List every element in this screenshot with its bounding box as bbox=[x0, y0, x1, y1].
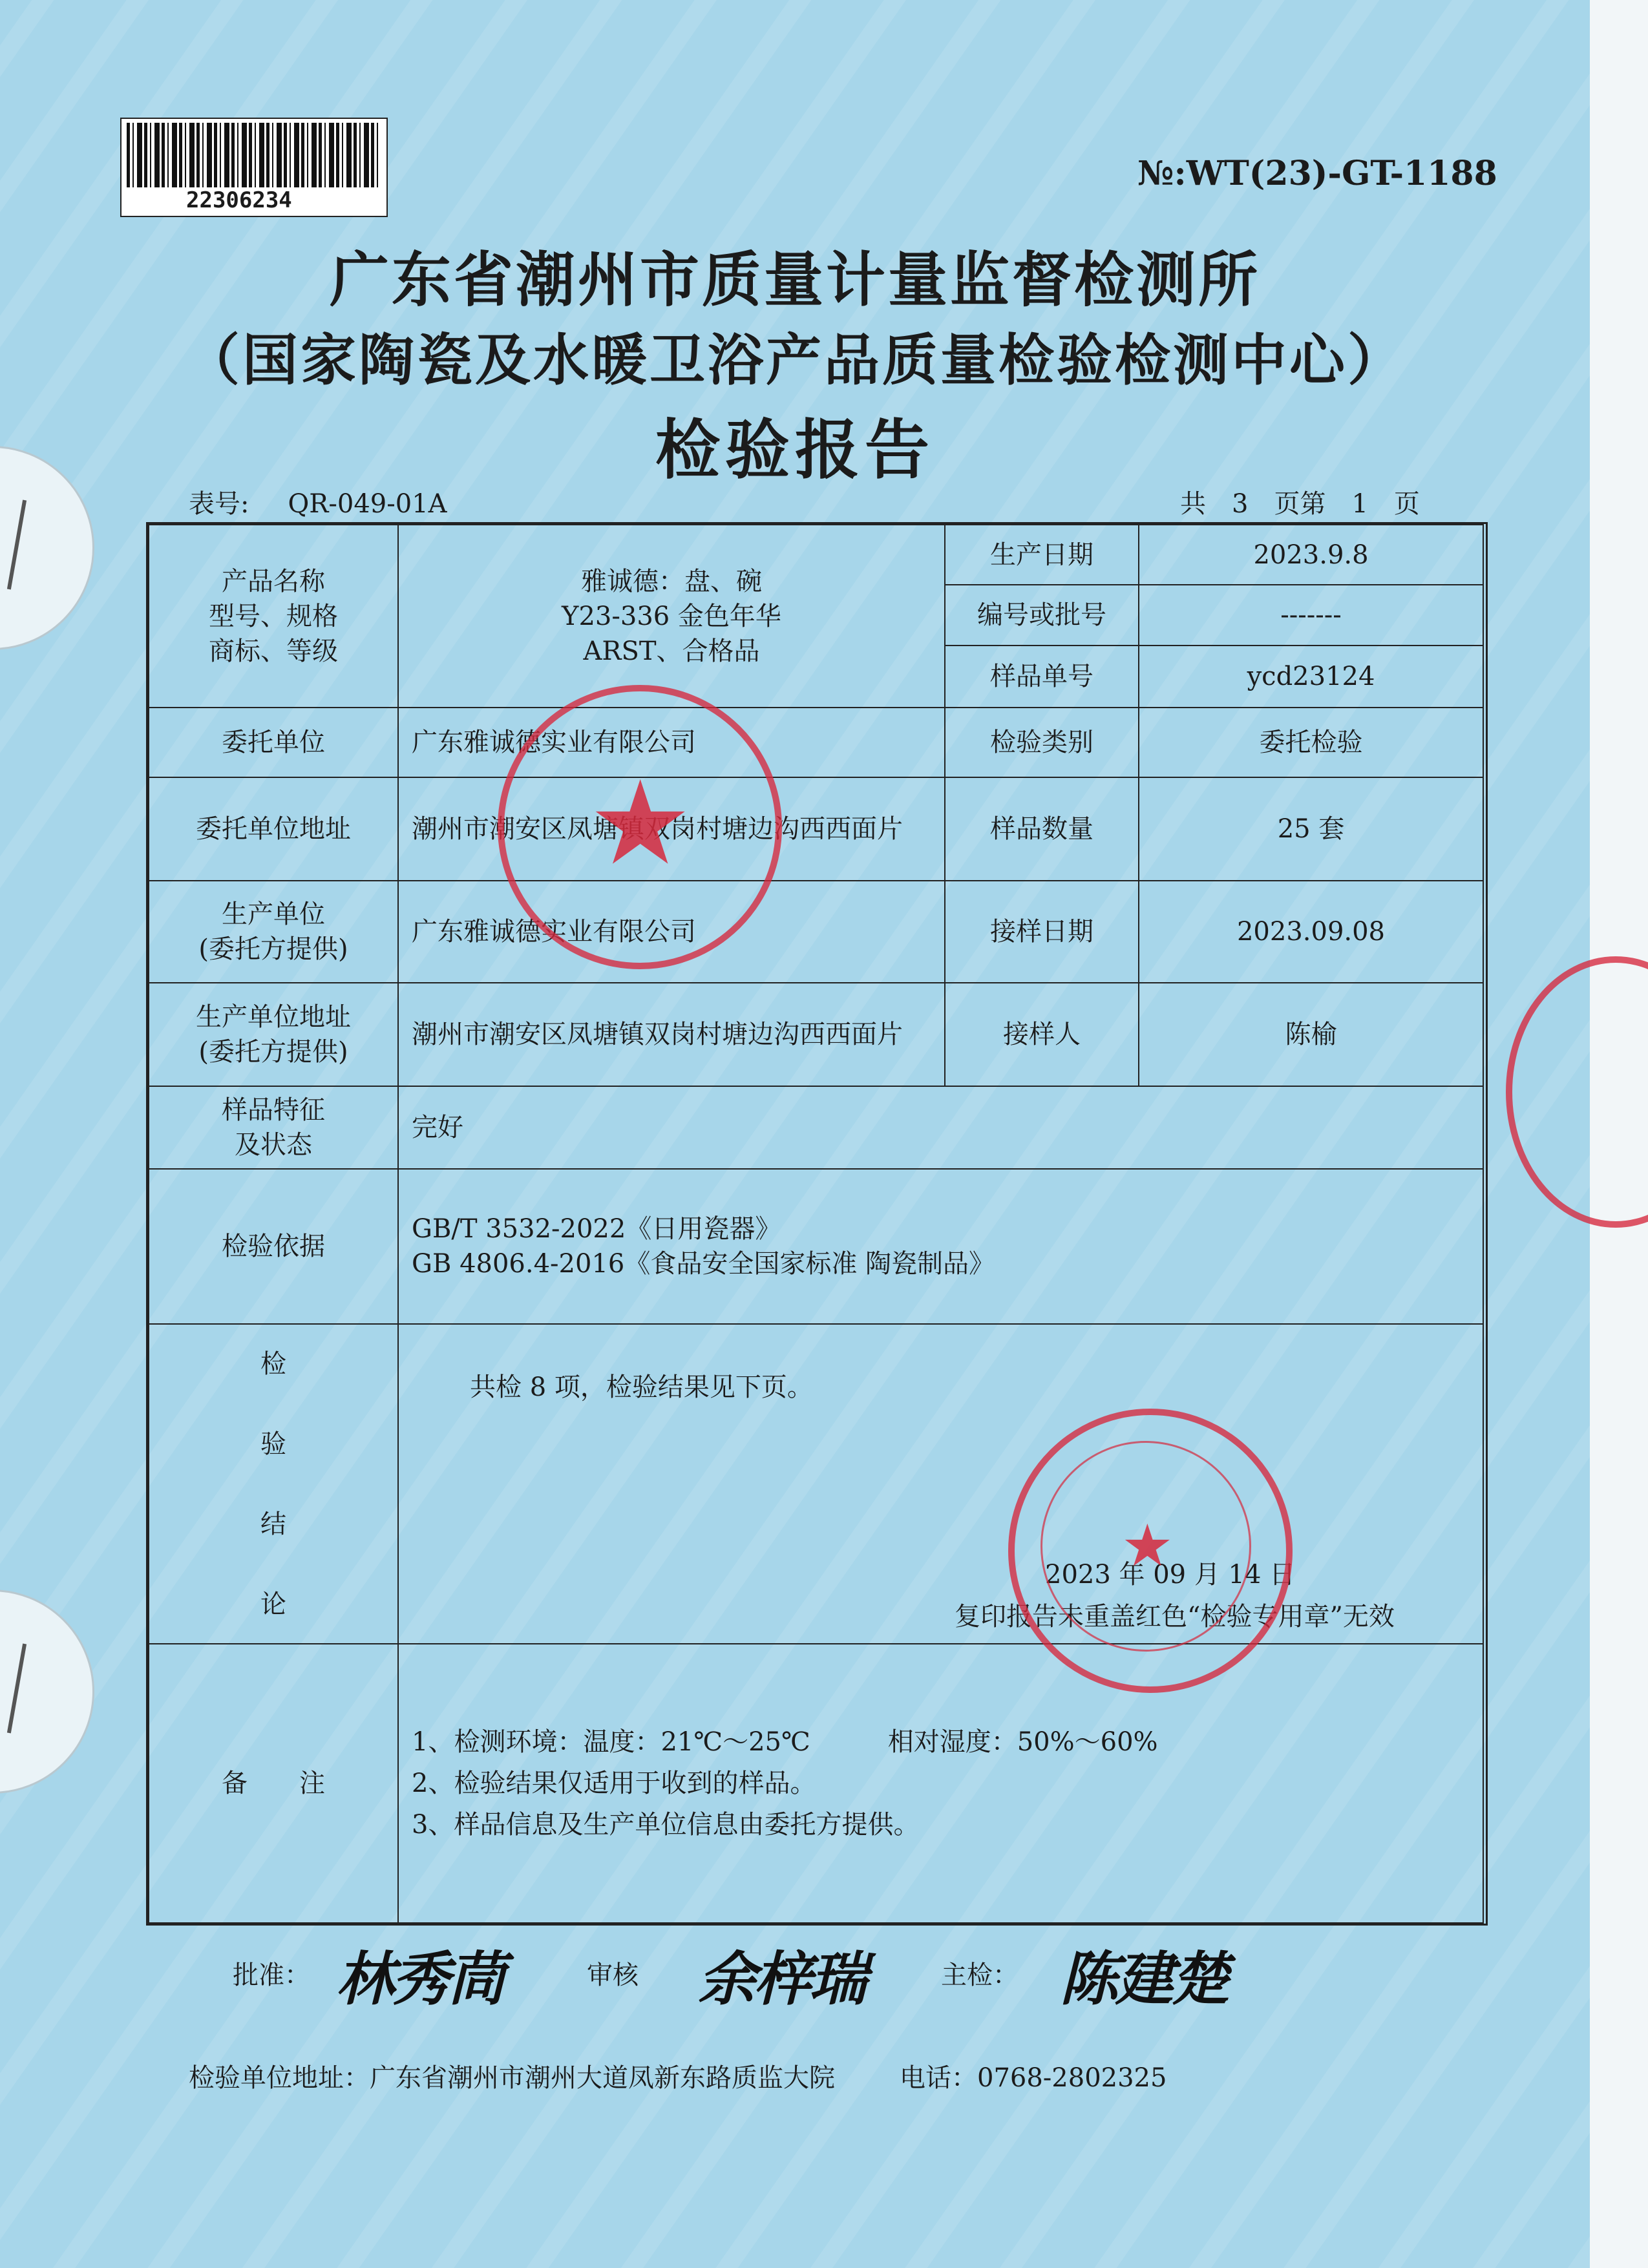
receiver-value: 陈榆 bbox=[1138, 982, 1484, 1087]
conclusion-cell bbox=[397, 1323, 1484, 1644]
producer-label-cell bbox=[148, 880, 399, 983]
institute-title: 广东省潮州市质量计量监督检测所 bbox=[329, 245, 1260, 315]
producer-address-label: 生产单位地址 bbox=[196, 1002, 351, 1032]
batch-label: 编号或批号 bbox=[944, 584, 1139, 646]
barcode bbox=[120, 118, 388, 217]
receive-date-value: 2023.09.08 bbox=[1138, 880, 1484, 983]
receive-date-label: 接样日期 bbox=[944, 880, 1139, 983]
approve-label: 批准： bbox=[233, 1960, 310, 1990]
remark-environment: 1、检测环境：温度：21℃～25℃ 相对湿度：50%～60% bbox=[412, 1727, 1158, 1757]
client-address-value: 潮州市潮安区凤塘镇双岗村塘边沟西西面片 bbox=[397, 777, 945, 881]
condition-value: 完好 bbox=[397, 1086, 1484, 1170]
conclusion-label-cell bbox=[148, 1323, 399, 1644]
conclusion-label-char: 结 bbox=[260, 1509, 286, 1539]
conclusion-text: 共检 8 项，检验结果见下页。 bbox=[470, 1372, 813, 1402]
sample-qty-value: 25 套 bbox=[1138, 777, 1484, 881]
approve-signature: 林秀茼 bbox=[336, 1945, 503, 2013]
inspection-type-label: 检验类别 bbox=[944, 707, 1139, 778]
product-name-value: 雅诚德：盘、碗 bbox=[581, 566, 762, 596]
condition-label: 样品特征 bbox=[222, 1095, 325, 1125]
conclusion-label-char: 检 bbox=[260, 1349, 286, 1379]
product-value-cell bbox=[397, 524, 945, 708]
producer-address-label-note: (委托方提供) bbox=[198, 1037, 348, 1067]
remarks-cell bbox=[397, 1643, 1484, 1924]
producer-label-note: (委托方提供) bbox=[198, 934, 348, 964]
form-number-value: QR-049-01A bbox=[288, 489, 447, 519]
receiver-label: 接样人 bbox=[944, 982, 1139, 1087]
scan-margin bbox=[1590, 0, 1648, 2268]
client-label: 委托单位 bbox=[148, 707, 399, 778]
prod-date-label: 生产日期 bbox=[944, 524, 1139, 585]
conclusion-date: 2023 年 09 月 14 日 bbox=[1045, 1560, 1296, 1590]
producer-value: 广东雅诚德实业有限公司 bbox=[397, 880, 945, 983]
conclusion-note: 复印报告未重盖红色“检验专用章”无效 bbox=[955, 1602, 1395, 1632]
barcode-number: 22306234 bbox=[184, 187, 380, 213]
footer-address: 检验单位地址：广东省潮州市潮州大道凤新东路质监大院 bbox=[189, 2063, 835, 2093]
brand-grade-label: 商标、等级 bbox=[209, 636, 338, 666]
report-number: №:WT(23)-GT-1188 bbox=[1137, 154, 1497, 193]
model-value: Y23-336 金色年华 bbox=[562, 601, 781, 631]
remark-source: 3、样品信息及生产单位信息由委托方提供。 bbox=[412, 1810, 920, 1840]
remark-applicability: 2、检验结果仅适用于收到的样品。 bbox=[412, 1769, 816, 1798]
review-label: 审核 bbox=[587, 1960, 639, 1990]
sample-no-label: 样品单号 bbox=[944, 645, 1139, 708]
basis-value-cell bbox=[397, 1168, 1484, 1325]
stamp-star-icon: ★ bbox=[1121, 1512, 1174, 1580]
batch-value: ------- bbox=[1138, 584, 1484, 646]
producer-address-value: 潮州市潮安区凤塘镇双岗村塘边沟西西面片 bbox=[397, 982, 945, 1087]
basis-standard-2: GB 4806.4-2016《食品安全国家标准 陶瓷制品》 bbox=[412, 1249, 995, 1279]
center-subtitle: （国家陶瓷及水暖卫浴产品质量检验检测中心） bbox=[184, 328, 1406, 393]
brand-grade-value: ARST、合格品 bbox=[583, 636, 760, 666]
form-number bbox=[189, 483, 447, 520]
sample-no-value: ycd23124 bbox=[1138, 645, 1484, 708]
conclusion-label-char: 论 bbox=[260, 1589, 286, 1619]
product-name-label: 产品名称 bbox=[222, 566, 325, 596]
sample-qty-label: 样品数量 bbox=[944, 777, 1139, 881]
page-info: 共 3 页第 1 页 bbox=[1180, 489, 1420, 519]
footer bbox=[189, 2057, 1167, 2094]
inspector-label: 主检： bbox=[941, 1960, 1019, 1990]
producer-address-label-cell bbox=[148, 982, 399, 1087]
inspector-signature: 陈建楚 bbox=[1060, 1945, 1227, 2013]
product-label-cell bbox=[148, 524, 399, 708]
report-title: 检验报告 bbox=[655, 412, 935, 488]
footer-phone: 电话：0768-2802325 bbox=[900, 2063, 1167, 2093]
basis-standard-1: GB/T 3532-2022《日用瓷器》 bbox=[412, 1214, 781, 1244]
remarks-label: 备 注 bbox=[148, 1643, 399, 1924]
condition-label-cell bbox=[148, 1086, 399, 1170]
form-number-label: 表号: bbox=[189, 489, 249, 519]
client-value: 广东雅诚德实业有限公司 bbox=[397, 707, 945, 778]
model-label: 型号、规格 bbox=[209, 601, 338, 631]
report-table bbox=[146, 522, 1488, 1926]
producer-label: 生产单位 bbox=[222, 899, 325, 929]
review-signature: 余梓瑞 bbox=[698, 1945, 865, 2013]
inspection-type-value: 委托检验 bbox=[1138, 707, 1484, 778]
conclusion-label-char: 验 bbox=[260, 1429, 286, 1459]
stamp-star-icon: ★ bbox=[588, 756, 693, 891]
condition-label-2: 及状态 bbox=[235, 1130, 312, 1160]
prod-date-value: 2023.9.8 bbox=[1138, 524, 1484, 585]
client-address-label: 委托单位地址 bbox=[148, 777, 399, 881]
basis-label: 检验依据 bbox=[148, 1168, 399, 1325]
